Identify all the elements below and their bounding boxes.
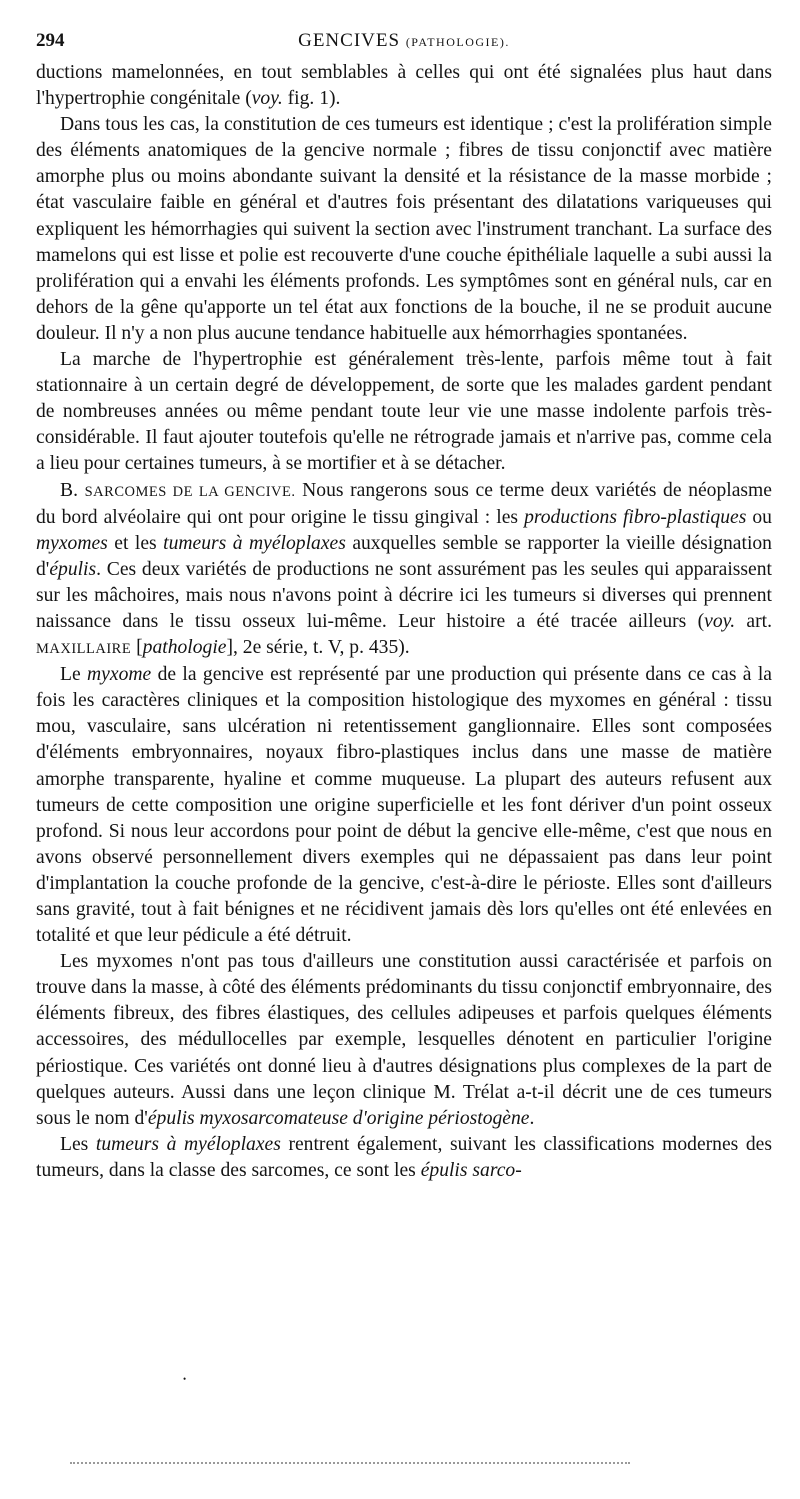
- text-run: rentrent également, suivant les classifications modernes des tumeurs, dans la classe des sarcomes, ce sont les: [36, 1133, 772, 1181]
- text-run: Nous rangerons sous ce terme deux variétés de néoplasme du bord alvéolaire qui ont pour origine le tissu gingival : les: [36, 479, 772, 528]
- text-run: Les myxomes n'ont pas tous d'ailleurs une constitution aussi caractérisée et parfois on trouve dans la masse, à côté des éléments prédominants du tissu conjonctif embryonnaire, des éléments fibreux, des fibres élastiques, des cellules adipeuses et parfois quelques éléments accessoires, des médullocelles par exemple, lesquelles dénotent en particulier l'origine périostique. Ces variétés ont donné lieu à d'autres désignations plus complexes de la part de quelques auteurs. Aussi dans une leçon clinique M. Trélat a-t-il décrit une de ces tumeurs sous le nom d': [36, 951, 772, 1129]
- text-run: fig. 1).: [282, 88, 341, 110]
- text-run: Les: [60, 1133, 96, 1155]
- paragraph: [36, 112, 772, 347]
- italic-run: myxomes: [36, 532, 108, 554]
- text-run: ou: [746, 506, 772, 528]
- article-body: [36, 60, 772, 1184]
- italic-run: voy.: [251, 88, 283, 110]
- text-run: ductions mamelonnées, en tout semblables à celles qui ont été signalées plus haut dans l'hypertrophie congénitale (: [36, 62, 772, 110]
- paragraph: [36, 662, 772, 949]
- text-run: . Ces deux variétés de productions ne sont assurément pas les seules qui apparaissent sur les mâchoires, mais nous n'avons point à décrire ici les tumeurs si diverses qui prennent naissance dans le tissu osseux lui-même. Leur histoire a été tracée ailleurs (: [36, 558, 772, 632]
- paragraph: [36, 60, 772, 112]
- text-run: B.: [60, 479, 85, 501]
- italic-run: pathologie: [142, 637, 227, 659]
- italic-run: myxome: [87, 664, 152, 686]
- italic-run: productions fibro-plastiques: [524, 506, 747, 528]
- page-number: 294: [36, 30, 65, 51]
- bottom-dotted-rule: [70, 1462, 630, 1464]
- italic-run: épulis sarco-: [420, 1159, 522, 1181]
- text-run: La marche de l'hypertrophie est généralement très-lente, parfois même tout à fait stationnaire à un certain degré de développement, de sorte que les malades gardent pendant de nombreuses années ou même pendant toute leur vie une masse indolente parfois très-considérable. Il faut ajouter toutefois qu'elle ne rétrograde jamais et n'arrive pas, comme cela a lieu pour certaines tumeurs, à se mortifier et à se détacher.: [36, 349, 772, 475]
- text-run: art.: [735, 610, 772, 632]
- text-run: [: [131, 637, 143, 659]
- italic-run: voy.: [704, 610, 736, 632]
- text-run: Le: [60, 664, 88, 686]
- text-run: Dans tous les cas, la constitution de ces tumeurs est identique ; c'est la prolifération simple des éléments anatomiques de la gencive normale ; fibres de tissu conjonctif avec matière amorphe plus ou moins abondante suivant la densité et la résistance de la masse morbide ; état vasculaire faible en général et d'autres fois présentant des dilatations variqueuses qui expliquent les hémorrhagies qui suivent la section avec l'instrument tranchant. La surface des mamelons qui est lisse et polie est recouverte d'une couche épithéliale laquelle a subi aussi la prolifération qui a envahi les éléments profonds. Les symptômes sont en général nuls, car en dehors de la gêne qu'apporte un tel état aux fonctions de la bouche, il ne se produit aucune douleur. Il n'y a non plus aucune tendance habituelle aux hémorrhagies spontanées.: [36, 114, 772, 344]
- small-caps-run: MAXILLAIRE: [36, 641, 132, 658]
- text-run: .: [529, 1107, 535, 1129]
- text-run: auxquelles semble se rapporter la vieille désignation d': [36, 532, 772, 580]
- running-header: [36, 30, 772, 60]
- running-title: [36, 30, 772, 52]
- text-run: et les: [107, 532, 164, 554]
- running-subtitle: (PATHOLOGIE).: [405, 35, 510, 49]
- paragraph: [36, 347, 772, 477]
- italic-run: épulis: [49, 558, 97, 580]
- text-run: ], 2e série, t. V, p. 435).: [226, 637, 410, 659]
- small-caps-run: SARCOMES DE LA GENCIVE.: [84, 483, 296, 500]
- italic-run: tumeurs à myéloplaxes: [95, 1133, 281, 1155]
- paragraph: [36, 949, 772, 1132]
- italic-run: épulis myxosarcomateuse d'origine périostogène: [147, 1107, 530, 1129]
- paragraph: [36, 1132, 772, 1184]
- text-run: de la gencive est représenté par une production qui présente dans ce cas à la fois les caractères cliniques et la composition histologique des myxomes en général : tissu mou, vasculaire, sans ulcération ni retentissement ganglionnaire. Elles sont composées d'éléments embryonnaires, noyaux fibro-plastiques inclus dans une masse de matière amorphe transparente, hyaline et comme muqueuse. La plupart des auteurs refusent aux tumeurs de cette composition une origine superficielle et les font dériver d'un point osseux profond. Si nous leur accordons pour point de début la gencive elle-même, c'est que nous en avons observé personnellement divers exemples qui ne dépassaient pas dans leur point d'implantation la couche profonde de la gencive, c'est-à-dire le périoste. Elles sont d'ailleurs sans gravité, tout à fait bénignes et ne récidivent jamais dès lors qu'elles ont été enlevées en totalité et que leur pédicule a été détruit.: [36, 664, 772, 947]
- speck-mark: •: [183, 1374, 187, 1384]
- running-title-text: GENCIVES: [298, 30, 401, 51]
- paragraph: [36, 478, 772, 663]
- italic-run: tumeurs à myéloplaxes: [163, 532, 346, 554]
- page: [36, 30, 772, 1184]
